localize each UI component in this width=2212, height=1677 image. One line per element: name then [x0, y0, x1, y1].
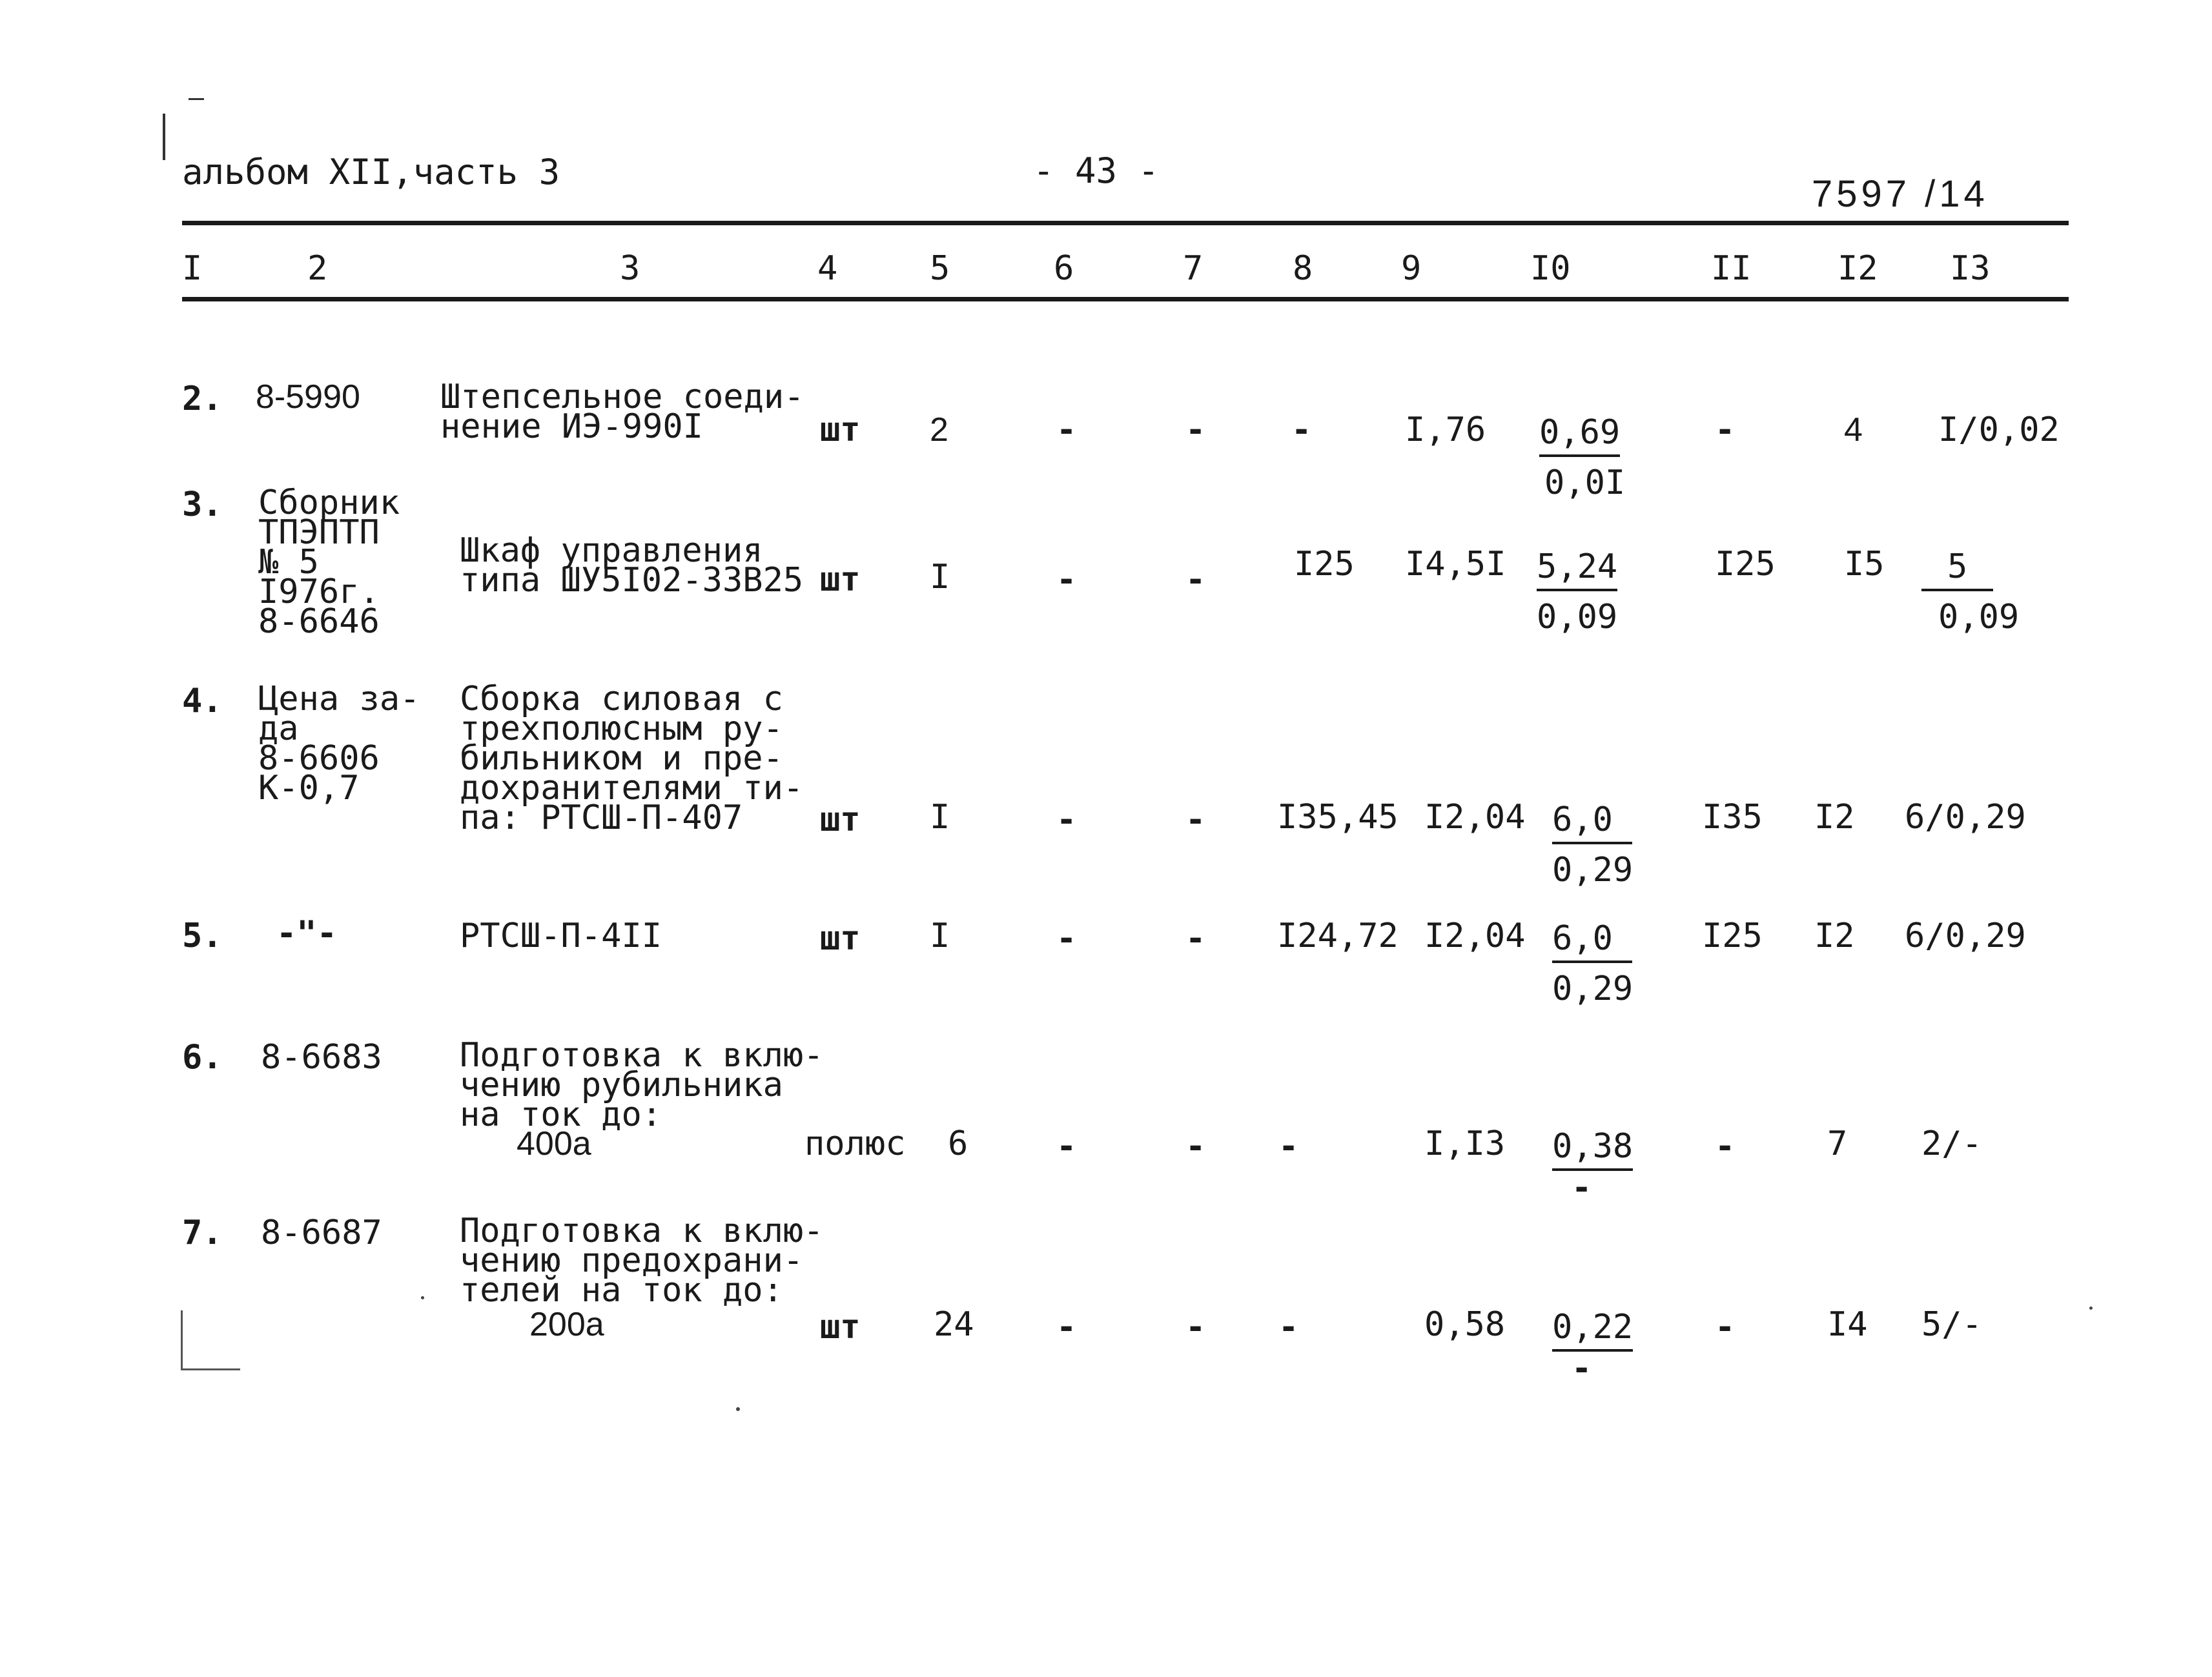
row-c7: -	[1185, 1308, 1206, 1347]
col-10: I0	[1530, 249, 1571, 288]
row-c10-fraction	[1552, 919, 1633, 1008]
col-9: 9	[1401, 249, 1422, 288]
row-name: Штепсельное соеди- нение ИЭ-990I	[440, 378, 804, 446]
row-c9: I2,04	[1424, 798, 1526, 837]
row-c10-fraction	[1537, 547, 1617, 636]
row-number: 3.	[182, 485, 223, 524]
row-code: 8-6683	[261, 1038, 382, 1077]
row-c13: 6/0,29	[1905, 917, 2026, 955]
row-c8: -	[1278, 1308, 1299, 1347]
col-11: II	[1711, 249, 1752, 288]
row-c8: I35,45	[1277, 798, 1398, 837]
row-code: 8-5990	[256, 378, 360, 416]
row-qty: 6	[948, 1124, 968, 1163]
row-code: Цена за- да 8-6606 К-0,7	[258, 680, 420, 808]
margin-mark-left	[163, 114, 165, 160]
col-13: I3	[1950, 249, 1991, 288]
row-unit: шт	[820, 800, 861, 839]
top-rule	[182, 221, 2069, 225]
scan-speck	[2089, 1306, 2093, 1310]
row-name: Сборка силовая с трехполюсным ру- бильником и пре- дохранителями ти- па: РТСШ-П-407	[460, 680, 804, 837]
fraction-denominator: 0,29	[1552, 970, 1633, 1008]
row-qty: 2	[930, 411, 948, 449]
row-c12: 7	[1827, 1124, 1848, 1163]
row-name: РТСШ-П-4II	[460, 917, 662, 955]
document-code: 7597 /14	[1812, 173, 1989, 215]
row-c13: I/0,02	[1938, 411, 2060, 449]
fraction-denominator: 0,09	[1537, 598, 1618, 636]
row-c10-fraction	[1539, 413, 1625, 502]
row-c13: 5/-	[1921, 1305, 1982, 1344]
row-name: Подготовка к вклю- чению рубильника на ток до:	[460, 1036, 824, 1134]
fraction-denominator: 0,09	[1938, 598, 2020, 636]
row-c6: -	[1056, 411, 1077, 449]
row-c13: 6/0,29	[1905, 798, 2026, 837]
fraction-denominator: 0,0I	[1544, 463, 1626, 502]
row-c11: -	[1715, 411, 1736, 449]
row-code: -"-	[276, 914, 337, 953]
col-8: 8	[1293, 249, 1313, 288]
row-unit: шт	[820, 1308, 861, 1347]
row-c6: -	[1056, 1308, 1077, 1347]
row-number: 7.	[182, 1214, 223, 1252]
page-number: - 43 -	[1033, 150, 1160, 191]
row-qty: I	[930, 798, 950, 837]
row-name-sub: 200а	[529, 1306, 604, 1343]
row-unit: полюс	[804, 1124, 906, 1163]
fraction-numerator: 0,38	[1552, 1127, 1633, 1171]
row-c12: 4	[1844, 411, 1863, 449]
row-c9: I,76	[1405, 411, 1486, 449]
row-code: 8-6687	[261, 1214, 382, 1252]
row-unit: шт	[820, 560, 861, 599]
margin-mark-top	[189, 98, 204, 100]
corner-mark-bottom	[181, 1310, 183, 1370]
row-c8: -	[1278, 1127, 1299, 1166]
fraction-denominator: 0,29	[1552, 851, 1633, 889]
row-number: 5.	[182, 917, 223, 955]
row-c6: -	[1056, 560, 1077, 599]
row-code: Сборник ТПЭПТП № 5 I976г. 8-6646	[258, 483, 400, 641]
row-c9: I,I3	[1424, 1124, 1506, 1163]
header-rule	[182, 297, 2069, 301]
row-name: Подготовка к вклю- чению предохрани- телей на ток до:	[460, 1212, 824, 1310]
row-c6: -	[1056, 800, 1077, 839]
col-4: 4	[817, 249, 838, 288]
row-c12: I2	[1814, 798, 1855, 837]
row-c11: -	[1715, 1308, 1736, 1347]
corner-mark-bottom-h	[181, 1368, 240, 1370]
row-name-sub: 400а	[517, 1125, 591, 1163]
row-c13: 2/-	[1921, 1124, 1982, 1163]
fraction-denominator: -	[1572, 1168, 1592, 1207]
row-c7: -	[1185, 560, 1206, 599]
row-number: 6.	[182, 1038, 223, 1077]
row-c11: I25	[1715, 545, 1776, 584]
row-c9: I4,5I	[1405, 545, 1506, 584]
row-number: 2.	[182, 380, 223, 418]
col-3: 3	[620, 249, 640, 288]
row-c10-fraction	[1552, 1308, 1633, 1388]
row-c12: I2	[1814, 917, 1855, 955]
row-c9: I2,04	[1424, 917, 1526, 955]
fraction-denominator: -	[1572, 1349, 1592, 1388]
row-c6: -	[1056, 1127, 1077, 1166]
row-c10-fraction	[1552, 800, 1633, 889]
row-c12: I4	[1827, 1305, 1868, 1344]
row-c9: 0,58	[1424, 1305, 1506, 1344]
col-6: 6	[1054, 249, 1074, 288]
row-c7: -	[1185, 919, 1206, 958]
fraction-numerator: 0,69	[1539, 413, 1620, 457]
row-c11: -	[1715, 1127, 1736, 1166]
row-number: 4.	[182, 682, 223, 720]
row-c11: I25	[1702, 917, 1763, 955]
col-5: 5	[930, 249, 950, 288]
scan-speck	[421, 1296, 424, 1299]
row-c12: I5	[1844, 545, 1885, 584]
row-c8: I25	[1294, 545, 1355, 584]
row-unit: шт	[820, 919, 861, 958]
album-title: альбом XII,часть 3	[182, 152, 560, 192]
row-unit: шт	[820, 411, 861, 449]
col-7: 7	[1183, 249, 1203, 288]
row-c13-fraction	[1921, 547, 2019, 636]
row-c8: -	[1291, 411, 1312, 449]
fraction-numerator: 6,0	[1552, 800, 1632, 844]
fraction-numerator: 5	[1921, 547, 1993, 591]
row-c11: I35	[1702, 798, 1763, 837]
row-c10-fraction	[1552, 1127, 1633, 1207]
row-c7: -	[1185, 1127, 1206, 1166]
row-c6: -	[1056, 919, 1077, 958]
fraction-numerator: 5,24	[1537, 547, 1617, 591]
row-c7: -	[1185, 411, 1206, 449]
row-qty: I	[930, 558, 950, 596]
fraction-numerator: 6,0	[1552, 919, 1632, 963]
row-name: Шкаф управления типа ШУ5I02-33В25	[460, 531, 804, 600]
col-1: I	[182, 249, 203, 288]
col-12: I2	[1838, 249, 1878, 288]
scan-speck	[736, 1407, 740, 1411]
row-qty: I	[930, 917, 950, 955]
fraction-numerator: 0,22	[1552, 1308, 1633, 1352]
row-c7: -	[1185, 800, 1206, 839]
row-qty: 24	[934, 1305, 974, 1344]
col-2: 2	[307, 249, 328, 288]
row-c8: I24,72	[1277, 917, 1398, 955]
